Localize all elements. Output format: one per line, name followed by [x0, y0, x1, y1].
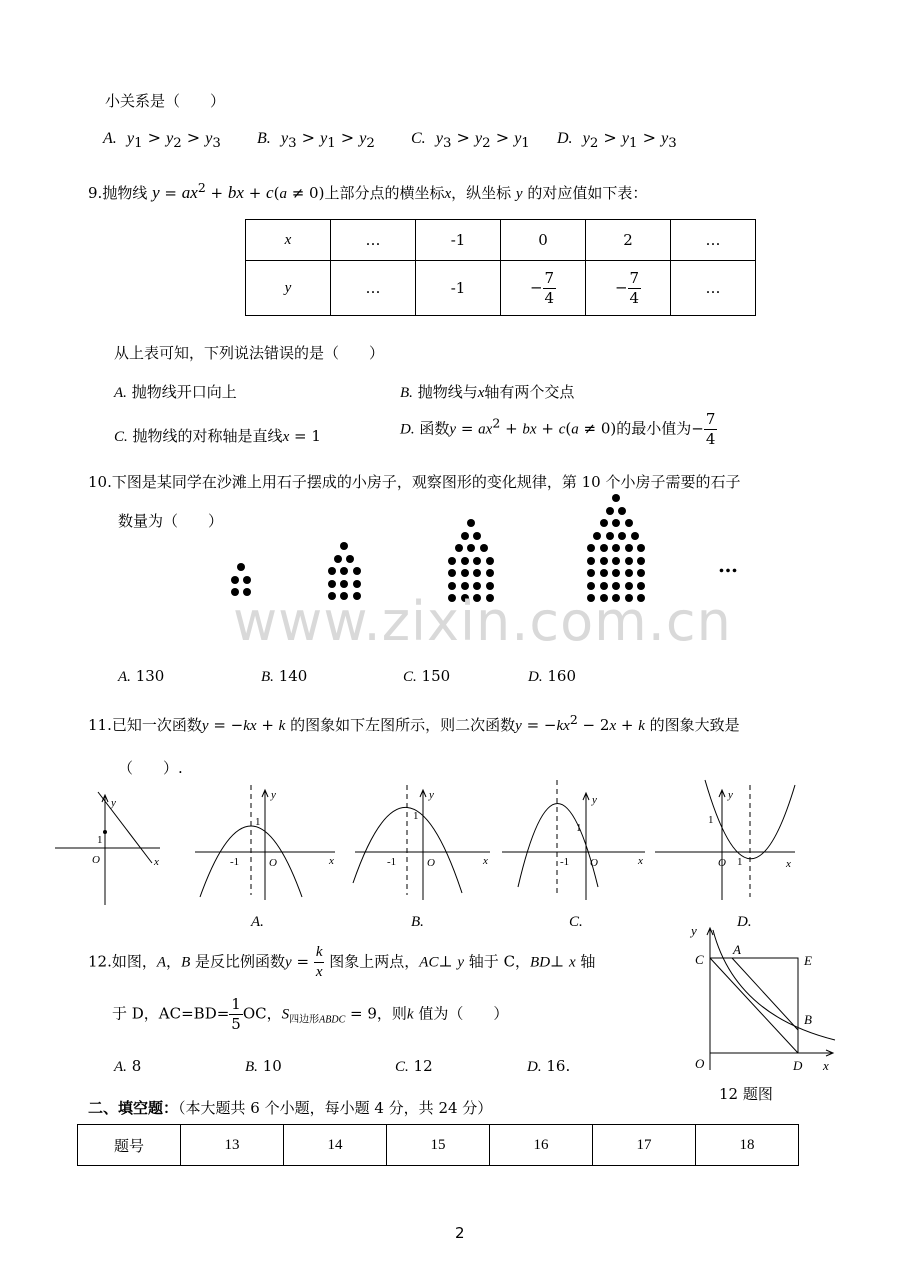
- q10-stem-line2: 数量为（ ）: [118, 512, 224, 530]
- q11-stem: 11.已知一次函数y = −kx + k 的图象如下左图所示，则二次函数$y = -kx^2 - 2x + k$ 的图象大致是: [88, 712, 740, 734]
- svg-text:x: x: [638, 855, 643, 867]
- stone-dot: [612, 544, 620, 552]
- answer-table-header: 18: [696, 1125, 799, 1166]
- svg-text:x: x: [786, 858, 791, 870]
- stone-dot: [606, 507, 614, 515]
- svg-text:A: A: [733, 942, 741, 957]
- stone-dot: [631, 532, 639, 540]
- stone-dot: [625, 519, 633, 527]
- svg-text:1: 1: [97, 834, 103, 846]
- stone-dot: [353, 580, 361, 588]
- svg-text:y: y: [592, 794, 597, 806]
- q12-stem-line2: 于 D，AC=BD= $\frac{1}{5}$ OC，$S_{四边形ABDC} = 9$，则k 值为（ ）: [112, 995, 509, 1033]
- table-cell: …: [331, 261, 416, 316]
- stone-dot: [473, 532, 481, 540]
- stone-dot: [600, 569, 608, 577]
- answer-table-header: 15: [387, 1125, 490, 1166]
- stone-dot: [461, 532, 469, 540]
- stone-dot: [480, 544, 488, 552]
- stone-dot: [625, 569, 633, 577]
- table-cell: …: [331, 220, 416, 261]
- stone-dot: [625, 557, 633, 565]
- stone-dot: [612, 557, 620, 565]
- answer-table-header: 14: [284, 1125, 387, 1166]
- stone-dot: [486, 582, 494, 590]
- q11-label-a: A.: [251, 914, 264, 930]
- table-cell: …: [671, 220, 756, 261]
- stone-dot: [231, 576, 239, 584]
- svg-text:y: y: [111, 797, 116, 809]
- q9-stem: 9.抛物线 $y = ax^2$ + bx + c(a ≠ 0)上部分点的横坐标x，纵坐标 y 的对应值如下表：: [88, 180, 648, 202]
- table-cell: -1: [416, 220, 501, 261]
- q9-value-table: [245, 219, 756, 316]
- section2-heading: 二、填空题：（本大题共 6 个小题，每小题 4 分，共 24 分）: [88, 1099, 493, 1117]
- svg-text:B: B: [804, 1012, 812, 1027]
- table-x-label: x: [246, 220, 331, 261]
- stone-dot: [600, 557, 608, 565]
- svg-text:x: x: [154, 856, 159, 868]
- q8-stem-continuation: 小关系是（ ）: [105, 92, 226, 110]
- q8-option-a: A. $y_1 > y_2 > y_3$: [103, 128, 221, 152]
- answer-table-header: 13: [181, 1125, 284, 1166]
- stone-dot: [600, 544, 608, 552]
- stone-dot: [612, 519, 620, 527]
- q10-stem-line1: 10.下图是某同学在沙滩上用石子摆成的小房子，观察图形的变化规律，第 10 个小房子需要的石子: [88, 473, 741, 491]
- stone-dot: [340, 542, 348, 550]
- svg-text:O: O: [427, 857, 435, 869]
- stone-dot: [637, 569, 645, 577]
- answer-table-header: 题号: [78, 1125, 181, 1166]
- table-y-label: y: [246, 261, 331, 316]
- svg-text:C: C: [695, 952, 704, 967]
- svg-text:E: E: [804, 953, 812, 968]
- table-cell-fraction: − $\frac{7}{4}$: [586, 261, 671, 316]
- stone-dot: [612, 494, 620, 502]
- stone-dot: [587, 557, 595, 565]
- q9-option-b: B. 抛物线与x轴有两个交点: [400, 383, 575, 401]
- svg-text:-1: -1: [230, 856, 240, 868]
- stone-dot: [606, 532, 614, 540]
- svg-text:1: 1: [255, 816, 261, 828]
- stone-dot: [467, 519, 475, 527]
- answer-table: [77, 1124, 799, 1166]
- stone-dot: [448, 557, 456, 565]
- svg-text:-1: -1: [387, 856, 397, 868]
- svg-text:O: O: [269, 857, 277, 869]
- svg-text:x: x: [823, 1058, 829, 1073]
- q10-option-a: A. 130: [118, 667, 165, 685]
- svg-text:1: 1: [413, 810, 419, 822]
- svg-text:y: y: [691, 923, 697, 938]
- q11-label-b: B.: [411, 914, 424, 930]
- q9-option-a: A. 抛物线开口向上: [114, 383, 237, 401]
- stone-dot: [486, 569, 494, 577]
- answer-table-header: 16: [490, 1125, 593, 1166]
- q11-label-d: D.: [737, 914, 752, 930]
- page-number: 2: [455, 1224, 465, 1242]
- stone-dot: [637, 557, 645, 565]
- watermark: www.zixin.com.cn: [233, 590, 732, 653]
- q8-option-b: B. $y_3 > y_1 > y_2$: [257, 128, 375, 152]
- q8-option-c: C. $y_3 > y_2 > y_1$: [411, 128, 530, 152]
- q12-option-a: A. 8: [114, 1057, 142, 1075]
- stone-dot: [461, 582, 469, 590]
- q9-option-d: D. 函数$y = ax^2$ + bx + c(a ≠ 0)的最小值为− $\frac{7}{4}$: [400, 410, 716, 448]
- q11-graphs: [50, 775, 850, 920]
- table-cell: …: [671, 261, 756, 316]
- stone-dot: [328, 567, 336, 575]
- table-cell-fraction: − $\frac{7}{4}$: [501, 261, 586, 316]
- stone-dot: [340, 580, 348, 588]
- svg-text:D: D: [793, 1058, 803, 1073]
- q12-stem-line1: 12.如图，A，B 是反比例函数y = $\frac{k}{x}$ 图象上两点，AC⊥ y 轴于 C，BD⊥ x 轴: [88, 944, 596, 980]
- stone-dot: [600, 519, 608, 527]
- stone-dot: [353, 567, 361, 575]
- svg-text:x: x: [483, 855, 488, 867]
- q10-option-d: D. 160: [528, 667, 577, 685]
- stone-dot: [600, 582, 608, 590]
- q8-option-d: D. $y_2 > y_1 > y_3$: [557, 128, 677, 152]
- q11-label-c: C.: [569, 914, 583, 930]
- q12-option-d: D. 16.: [527, 1057, 571, 1075]
- stone-dot: [448, 582, 456, 590]
- figure-ellipsis: …: [718, 553, 738, 577]
- stone-dot: [340, 567, 348, 575]
- svg-text:x: x: [329, 855, 334, 867]
- q12-figure: [685, 920, 845, 1080]
- stone-dot: [587, 569, 595, 577]
- svg-text:O: O: [695, 1056, 705, 1071]
- stone-dot: [618, 507, 626, 515]
- stone-dot: [461, 569, 469, 577]
- stone-dot: [637, 582, 645, 590]
- q9-option-c: C. 抛物线的对称轴是直线x = 1: [114, 427, 321, 445]
- svg-text:y: y: [429, 789, 434, 801]
- q11-paren: （ ）.: [118, 759, 183, 777]
- svg-text:y: y: [728, 789, 733, 801]
- stone-dot: [587, 582, 595, 590]
- table-cell: -1: [416, 261, 501, 316]
- svg-text:-1: -1: [560, 856, 570, 868]
- stone-dot: [625, 582, 633, 590]
- stone-dot: [346, 555, 354, 563]
- stone-dot: [237, 563, 245, 571]
- stone-dot: [461, 557, 469, 565]
- svg-text:O: O: [92, 854, 100, 866]
- svg-text:O: O: [718, 857, 726, 869]
- stone-dot: [473, 569, 481, 577]
- stone-dot: [328, 580, 336, 588]
- svg-text:1: 1: [708, 814, 714, 826]
- q9-prompt: 从上表可知，下列说法错误的是（ ）: [114, 344, 385, 362]
- stone-dot: [612, 582, 620, 590]
- q10-option-c: C. 150: [403, 667, 451, 685]
- q10-option-b: B. 140: [261, 667, 308, 685]
- stone-dot: [467, 544, 475, 552]
- svg-text:y: y: [271, 789, 276, 801]
- stone-dot: [473, 582, 481, 590]
- stone-dot: [243, 576, 251, 584]
- stone-dot: [593, 532, 601, 540]
- table-cell: 2: [586, 220, 671, 261]
- stone-dot: [455, 544, 463, 552]
- stone-dot: [637, 544, 645, 552]
- stone-dot: [448, 569, 456, 577]
- stone-dot: [612, 569, 620, 577]
- stone-dot: [618, 532, 626, 540]
- q12-caption: 12 题图: [719, 1085, 773, 1103]
- stone-dot: [473, 557, 481, 565]
- stone-dot: [486, 557, 494, 565]
- svg-text:1: 1: [737, 856, 743, 868]
- stone-dot: [334, 555, 342, 563]
- svg-text:O: O: [590, 857, 598, 869]
- stone-dot: [625, 544, 633, 552]
- answer-table-header: 17: [593, 1125, 696, 1166]
- stone-dot: [587, 544, 595, 552]
- table-cell: 0: [501, 220, 586, 261]
- svg-text:1: 1: [576, 822, 582, 834]
- q12-option-c: C. 12: [395, 1057, 433, 1075]
- q12-option-b: B. 10: [245, 1057, 282, 1075]
